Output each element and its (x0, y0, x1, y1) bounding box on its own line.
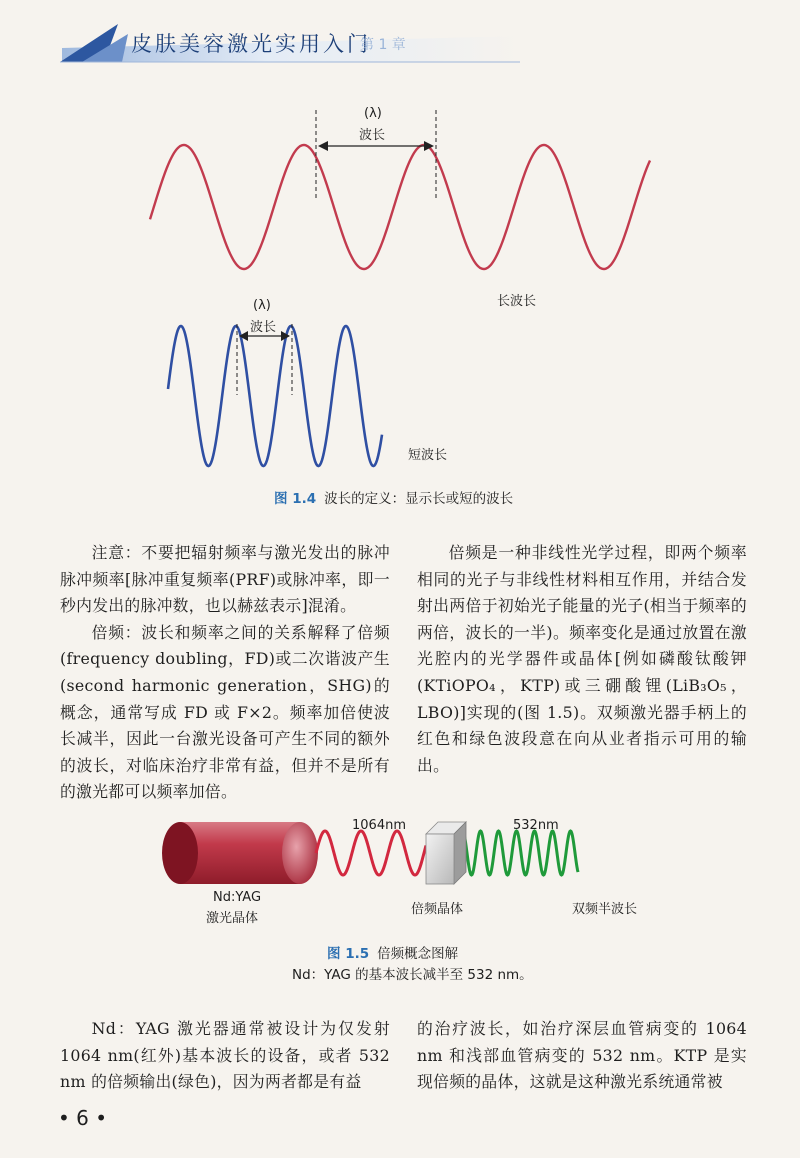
crystal-label: 倍频晶体 (411, 902, 464, 917)
1064nm-wave (316, 831, 426, 875)
wavelength-label-bottom: 波长 (250, 320, 277, 335)
wavelength-label-top: 波长 (359, 128, 386, 143)
paragraph: Nd：YAG 激光器通常被设计为仅发射 1064 nm(红外)基本波长的设备，或者 532 nm 的倍频输出(绿色)，因为两者都是有益 (60, 1019, 390, 1092)
paragraph: 注意：不要把辐射频率与激光发出的脉冲脉冲频率[脉冲重复频率(PRF)或脉冲率，即一秒内发出的脉冲数，也以赫兹表示]混淆。 (60, 543, 390, 616)
figure-1-5-subcaption: Nd：YAG 的基本波长减半至 532 nm。 (292, 967, 533, 983)
running-head-section: 第 1 章 (360, 37, 406, 53)
paragraph: 的治疗波长，如治疗深层血管病变的 1064 nm 和浅部血管病变的 532 nm。KTP 是实现倍频的晶体，这就是这种激光系统通常被 (417, 1019, 747, 1092)
lambda-label-top: (λ) (364, 106, 382, 121)
long-wavelength-label: 长波长 (497, 294, 537, 309)
rod-end-back (162, 822, 198, 884)
rod-label-line-2: 激光晶体 (206, 911, 259, 926)
label-1064nm: 1064nm (352, 818, 406, 833)
label-532nm: 532nm (513, 818, 559, 833)
running-head-title: 皮肤美容激光实用入门 (131, 32, 371, 56)
rod-label-line-1: Nd:YAG (213, 890, 262, 905)
doubling-crystal-cube (426, 822, 466, 884)
half-wavelength-label: 双频半波长 (572, 902, 638, 917)
page-number: • 6 • (58, 1106, 108, 1130)
lambda-label-bottom: (λ) (253, 298, 271, 313)
532nm-wave (458, 831, 578, 875)
figure-caption-text: 波长的定义：显示长或短的波长 (324, 491, 514, 507)
rod-end-front (282, 822, 318, 884)
short-wavelength-label: 短波长 (408, 448, 448, 463)
figure-number: 图 1.4 (274, 491, 317, 507)
right-column-block-2 (417, 1016, 747, 1096)
figure-number: 图 1.5 (327, 946, 370, 962)
figure-1-5-caption (327, 942, 458, 962)
paragraph: 倍频：波长和频率之间的关系解释了倍频(frequency doubling，FD)或二次谐波产生(second harmonic generation，SHG)的概念，通常写成 FD 或 F×2。频率加倍使波长减半，因此一台激光设备可产生不同的额外的波长，对临床治疗非常有益，但并不是所有的激光都可以频率加倍。 (60, 622, 390, 802)
left-column-block-2 (60, 1016, 390, 1096)
figure-caption-text: 倍频概念图解 (377, 946, 459, 962)
paragraph: 倍频是一种非线性光学过程，即两个频率相同的光子与非线性材料相互作用，并结合发射出两倍于初始光子能量的光子(相当于频率的两倍，波长的一半)。频率变化是通过放置在激光腔内的光学器件或晶体[例如磷酸钛酸钾(KTiOPO₄，KTP)或三硼酸锂(LiB₃O₅，LBO)]实现的(图 1.5)。双频激光器手柄上的红色和绿色波段意在向从业者指示可用的输出。 (417, 543, 747, 775)
